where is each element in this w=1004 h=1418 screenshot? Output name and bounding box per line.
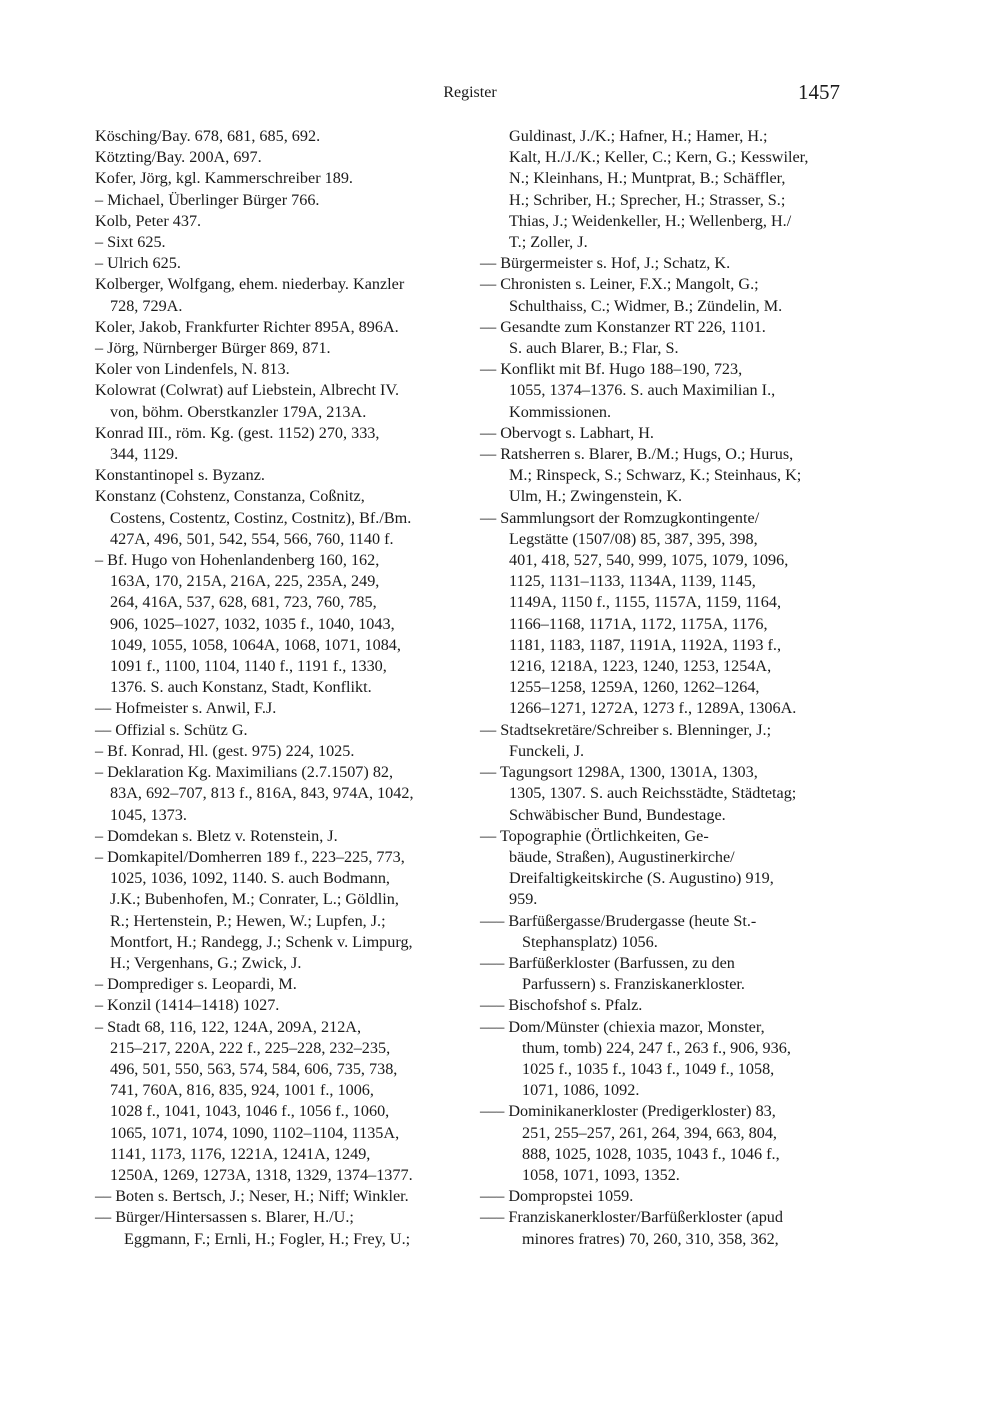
index-entry xyxy=(95,741,467,762)
index-entry-line: Kolowrat (Colwrat) auf Liebstein, Albrecht IV. xyxy=(95,381,400,400)
index-entry-line: Kötzting/Bay. 200A, 697. xyxy=(95,148,262,167)
index-entry xyxy=(480,1017,860,1102)
index-entry-line: –– Bürger/Hintersassen s. Blarer, H./U.; xyxy=(95,1208,354,1227)
index-entry xyxy=(95,317,467,338)
index-entry xyxy=(480,126,860,253)
index-entry-line: –– Stadtsekretäre/Schreiber s. Blenninger, J.; xyxy=(480,720,772,739)
index-column-left xyxy=(95,126,467,1250)
index-entry-line: Parfussern) s. Franziskanerkloster. xyxy=(522,975,745,994)
index-entry xyxy=(95,359,467,380)
index-entry-line: 401, 418, 527, 540, 999, 1075, 1079, 1096, xyxy=(509,551,789,570)
index-entry-line: 959. xyxy=(509,890,538,909)
index-entry xyxy=(95,826,467,847)
index-entry-line: 1149A, 1150 f., 1155, 1157A, 1159, 1164, xyxy=(509,593,782,612)
index-entry-line: 728, 729A. xyxy=(110,296,183,315)
index-entry xyxy=(480,317,860,359)
index-entry xyxy=(95,126,467,147)
index-entry xyxy=(480,274,860,316)
index-entry-line: 251, 255–257, 261, 264, 394, 663, 804, xyxy=(522,1123,777,1142)
index-entry-line: – Domkapitel/Domherren 189 f., 223–225, 773, xyxy=(95,847,405,866)
index-entry xyxy=(480,953,860,995)
index-entry xyxy=(95,974,467,995)
index-entry-line: Costens, Costentz, Costinz, Costnitz), Bf./Bm. xyxy=(110,508,412,527)
index-entry-line: Kofer, Jörg, kgl. Kammerschreiber 189. xyxy=(95,169,353,188)
index-entry xyxy=(95,423,467,465)
index-entry-line: H.; Schriber, H.; Sprecher, H.; Strasser, S.; xyxy=(509,190,786,209)
index-entry-line: H.; Vergenhans, G.; Zwick, J. xyxy=(110,953,302,972)
index-entry-line: 427A, 496, 501, 542, 554, 566, 760, 1140 f. xyxy=(110,529,394,548)
index-entry xyxy=(480,762,860,826)
index-entry-line: Kalt, H./J./K.; Keller, C.; Kern, G.; Kesswiler, xyxy=(509,148,809,167)
index-entry-line: 1045, 1373. xyxy=(110,805,187,824)
index-entry-line: – Bf. Konrad, Hl. (gest. 975) 224, 1025. xyxy=(95,741,355,760)
index-entry-line: Koler von Lindenfels, N. 813. xyxy=(95,360,290,379)
running-header: Register xyxy=(443,84,497,101)
index-entry-line: Thias, J.; Weidenkeller, H.; Wellenberg, H./ xyxy=(509,211,792,230)
index-entry-line: 264, 416A, 537, 628, 681, 723, 760, 785, xyxy=(110,593,377,612)
index-entry-line: T.; Zoller, J. xyxy=(509,233,588,252)
index-entry-line: – Jörg, Nürnberger Bürger 869, 871. xyxy=(95,339,331,358)
index-entry-line: 1028 f., 1041, 1043, 1046 f., 1056 f., 1060, xyxy=(110,1102,390,1121)
index-entry-line: von, böhm. Oberstkanzler 179A, 213A. xyxy=(110,402,367,421)
index-entry xyxy=(95,1207,467,1249)
index-entry-line: Kolb, Peter 437. xyxy=(95,211,202,230)
index-entry-line: – Stadt 68, 116, 122, 124A, 209A, 212A, xyxy=(95,1017,362,1036)
index-entry xyxy=(480,1101,860,1186)
index-entry-line: 1025, 1036, 1092, 1140. S. auch Bodmann, xyxy=(110,869,390,888)
index-entry-line: ––– Dom/Münster (chiexia mazor, Monster, xyxy=(480,1017,765,1036)
index-entry-line: –– Offizial s. Schütz G. xyxy=(95,720,248,739)
index-entry-line: minores fratres) 70, 260, 310, 358, 362, xyxy=(522,1229,779,1248)
index-entry xyxy=(480,995,860,1016)
index-entry xyxy=(95,338,467,359)
index-entry-line: Funckeli, J. xyxy=(509,741,585,760)
index-entry-line: 1376. S. auch Konstanz, Stadt, Konflikt. xyxy=(110,678,372,697)
index-entry-line: 344, 1129. xyxy=(110,445,179,464)
index-entry-line: – Domdekan s. Bletz v. Rotenstein, J. xyxy=(95,826,338,845)
index-entry-line: 1091 f., 1100, 1104, 1140 f., 1191 f., 1330, xyxy=(110,657,387,676)
index-entry xyxy=(95,720,467,741)
index-entry-line: – Konzil (1414–1418) 1027. xyxy=(95,996,280,1015)
index-entry-line: Konstantinopel s. Byzanz. xyxy=(95,466,265,485)
index-entry-line: 1055, 1374–1376. S. auch Maximilian I., xyxy=(509,381,776,400)
index-entry xyxy=(95,232,467,253)
index-entry-line: Ulm, H.; Zwingenstein, K. xyxy=(509,487,683,506)
index-entry-line: 1255–1258, 1259A, 1260, 1262–1264, xyxy=(509,678,760,697)
index-entry-line: 1266–1271, 1272A, 1273 f., 1289A, 1306A. xyxy=(509,699,797,718)
index-entry-line: – Bf. Hugo von Hohenlandenberg 160, 162, xyxy=(95,551,380,570)
index-entry-line: Kolberger, Wolfgang, ehem. niederbay. Kanzler xyxy=(95,275,405,294)
index-entry-line: – Sixt 625. xyxy=(95,233,166,252)
index-entry xyxy=(480,720,860,762)
index-entry-line: 496, 501, 550, 563, 574, 584, 606, 735, 738, xyxy=(110,1059,398,1078)
index-entry-line: S. auch Blarer, B.; Flar, S. xyxy=(509,339,679,358)
index-entry xyxy=(95,380,467,422)
index-entry-line: 741, 760A, 816, 835, 924, 1001 f., 1006, xyxy=(110,1081,374,1100)
index-entry-line: –– Gesandte zum Konstanzer RT 226, 1101. xyxy=(480,317,766,336)
index-entry xyxy=(95,147,467,168)
index-entry-line: ––– Barfüßerkloster (Barfussen, zu den xyxy=(480,953,735,972)
index-entry xyxy=(480,911,860,953)
index-entry-line: Eggmann, F.; Ernli, H.; Fogler, H.; Frey, U.; xyxy=(124,1229,411,1248)
index-entry-line: Kösching/Bay. 678, 681, 685, 692. xyxy=(95,127,321,145)
index-entry xyxy=(95,465,467,486)
index-entry xyxy=(95,550,467,698)
index-entry-line: – Ulrich 625. xyxy=(95,254,181,273)
index-entry-line: ––– Bischofshof s. Pfalz. xyxy=(480,996,643,1015)
index-entry-line: 1250A, 1269, 1273A, 1318, 1329, 1374–1377. xyxy=(110,1165,413,1184)
index-entry-line: ––– Barfüßergasse/Brudergasse (heute St.- xyxy=(480,911,757,930)
index-entry-line: ––– Franziskanerkloster/Barfüßerkloster (apud xyxy=(480,1208,783,1227)
index-entry-line: bäude, Straßen), Augustinerkirche/ xyxy=(509,847,735,866)
index-entry-line: Schulthaiss, C.; Widmer, B.; Zündelin, M. xyxy=(509,296,783,315)
index-entry-line: Konrad III., röm. Kg. (gest. 1152) 270, 333, xyxy=(95,423,380,442)
index-entry-line: –– Konflikt mit Bf. Hugo 188–190, 723, xyxy=(480,360,743,379)
index-entry-line: 1065, 1071, 1074, 1090, 1102–1104, 1135A, xyxy=(110,1123,400,1142)
index-entry-line: R.; Hertenstein, P.; Hewen, W.; Lupfen, J.; xyxy=(110,911,386,930)
index-entry xyxy=(95,253,467,274)
index-entry-line: –– Topographie (Örtlichkeiten, Ge- xyxy=(480,826,709,845)
index-entry-line: 1125, 1131–1133, 1134A, 1139, 1145, xyxy=(509,572,756,591)
index-entry-line: 1181, 1183, 1187, 1191A, 1192A, 1193 f., xyxy=(509,635,782,654)
index-entry xyxy=(480,1186,860,1207)
index-entry-line: – Domprediger s. Leopardi, M. xyxy=(95,975,297,994)
index-entry-line: Legstätte (1507/08) 85, 387, 395, 398, xyxy=(509,529,758,548)
index-entry-line: 906, 1025–1027, 1032, 1035 f., 1040, 1043, xyxy=(110,614,395,633)
index-entry xyxy=(95,1186,467,1207)
index-entry-line: ––– Dompropstei 1059. xyxy=(480,1187,634,1206)
index-entry xyxy=(95,698,467,719)
index-entry xyxy=(480,423,860,444)
index-entry xyxy=(480,508,860,720)
index-entry-line: –– Sammlungsort der Romzugkontingente/ xyxy=(480,508,760,527)
index-entry-line: 215–217, 220A, 222 f., 225–228, 232–235, xyxy=(110,1038,391,1057)
index-entry-line: 1305, 1307. S. auch Reichsstädte, Städtetag; xyxy=(509,784,797,803)
index-entry-line: –– Bürgermeister s. Hof, J.; Schatz, K. xyxy=(480,254,731,273)
index-entry-line: –– Boten s. Bertsch, J.; Neser, H.; Niff; Winkler. xyxy=(95,1187,409,1206)
index-entry-line: Schwäbischer Bund, Bundestage. xyxy=(509,805,726,824)
index-entry-line: 1025 f., 1035 f., 1043 f., 1049 f., 1058, xyxy=(522,1059,775,1078)
index-entry-line: Koler, Jakob, Frankfurter Richter 895A, 896A. xyxy=(95,317,399,336)
index-entry-line: 1216, 1218A, 1223, 1240, 1253, 1254A, xyxy=(509,657,772,676)
index-entry-line: 1141, 1173, 1176, 1221A, 1241A, 1249, xyxy=(110,1144,371,1163)
index-entry xyxy=(480,253,860,274)
index-column-right xyxy=(480,126,860,1250)
index-entry-line: M.; Rinspeck, S.; Schwarz, K.; Steinhaus, K; xyxy=(509,466,802,485)
index-entry-line: –– Ratsherren s. Blarer, B./M.; Hugs, O.; Hurus, xyxy=(480,445,794,464)
index-entry xyxy=(95,190,467,211)
index-entry-line: –– Chronisten s. Leiner, F.X.; Mangolt, G.; xyxy=(480,275,759,294)
index-entry-line: – Michael, Überlinger Bürger 766. xyxy=(95,190,320,209)
index-entry xyxy=(480,359,860,423)
index-entry-line: –– Obervogt s. Labhart, H. xyxy=(480,423,654,442)
index-entry-line: 1049, 1055, 1058, 1064A, 1068, 1071, 1084, xyxy=(110,635,401,654)
index-entry-line: 163A, 170, 215A, 216A, 225, 235A, 249, xyxy=(110,572,380,591)
index-entry xyxy=(95,274,467,316)
page-number: 1457 xyxy=(798,80,840,104)
index-entry-line: Dreifaltigkeitskirche (S. Augustino) 919, xyxy=(509,869,774,888)
index-entry-line: ––– Dominikanerkloster (Predigerkloster) 83, xyxy=(480,1102,776,1121)
index-entry xyxy=(95,486,467,550)
index-entry xyxy=(480,826,860,911)
index-entry-line: Kommissionen. xyxy=(509,402,612,421)
index-entry xyxy=(480,444,860,508)
index-entry-line: 1166–1168, 1171A, 1172, 1175A, 1176, xyxy=(509,614,768,633)
index-entry-line: N.; Kleinhans, H.; Muntprat, B.; Schäffler, xyxy=(509,169,786,188)
index-entry-line: Stephansplatz) 1056. xyxy=(522,932,658,951)
index-entry-line: 1071, 1086, 1092. xyxy=(522,1081,640,1100)
index-entry-line: 888, 1025, 1028, 1035, 1043 f., 1046 f., xyxy=(522,1144,780,1163)
index-entry xyxy=(480,1207,860,1249)
index-entry-line: 1058, 1071, 1093, 1352. xyxy=(522,1165,680,1184)
index-entry xyxy=(95,1017,467,1187)
index-entry xyxy=(95,847,467,974)
index-entry-line: J.K.; Bubenhofen, M.; Conrater, L.; Göldlin, xyxy=(110,890,399,909)
index-entry-line: 83A, 692–707, 813 f., 816A, 843, 974A, 1042, xyxy=(110,784,414,803)
index-entry-line: thum, tomb) 224, 247 f., 263 f., 906, 936, xyxy=(522,1038,791,1057)
index-entry-line: – Deklaration Kg. Maximilians (2.7.1507) 82, xyxy=(95,763,394,782)
index-entry xyxy=(95,211,467,232)
index-entry-line: Guldinast, J./K.; Hafner, H.; Hamer, H.; xyxy=(509,127,768,145)
index-entry xyxy=(95,995,467,1016)
index-entry xyxy=(95,168,467,189)
index-entry-line: Montfort, H.; Randegg, J.; Schenk v. Limpurg, xyxy=(110,932,413,951)
index-entry-line: –– Tagungsort 1298A, 1300, 1301A, 1303, xyxy=(480,763,758,782)
index-entry-line: –– Hofmeister s. Anwil, F.J. xyxy=(95,699,277,718)
index-entry xyxy=(95,762,467,826)
index-entry-line: Konstanz (Cohstenz, Constanza, Coßnitz, xyxy=(95,487,365,506)
